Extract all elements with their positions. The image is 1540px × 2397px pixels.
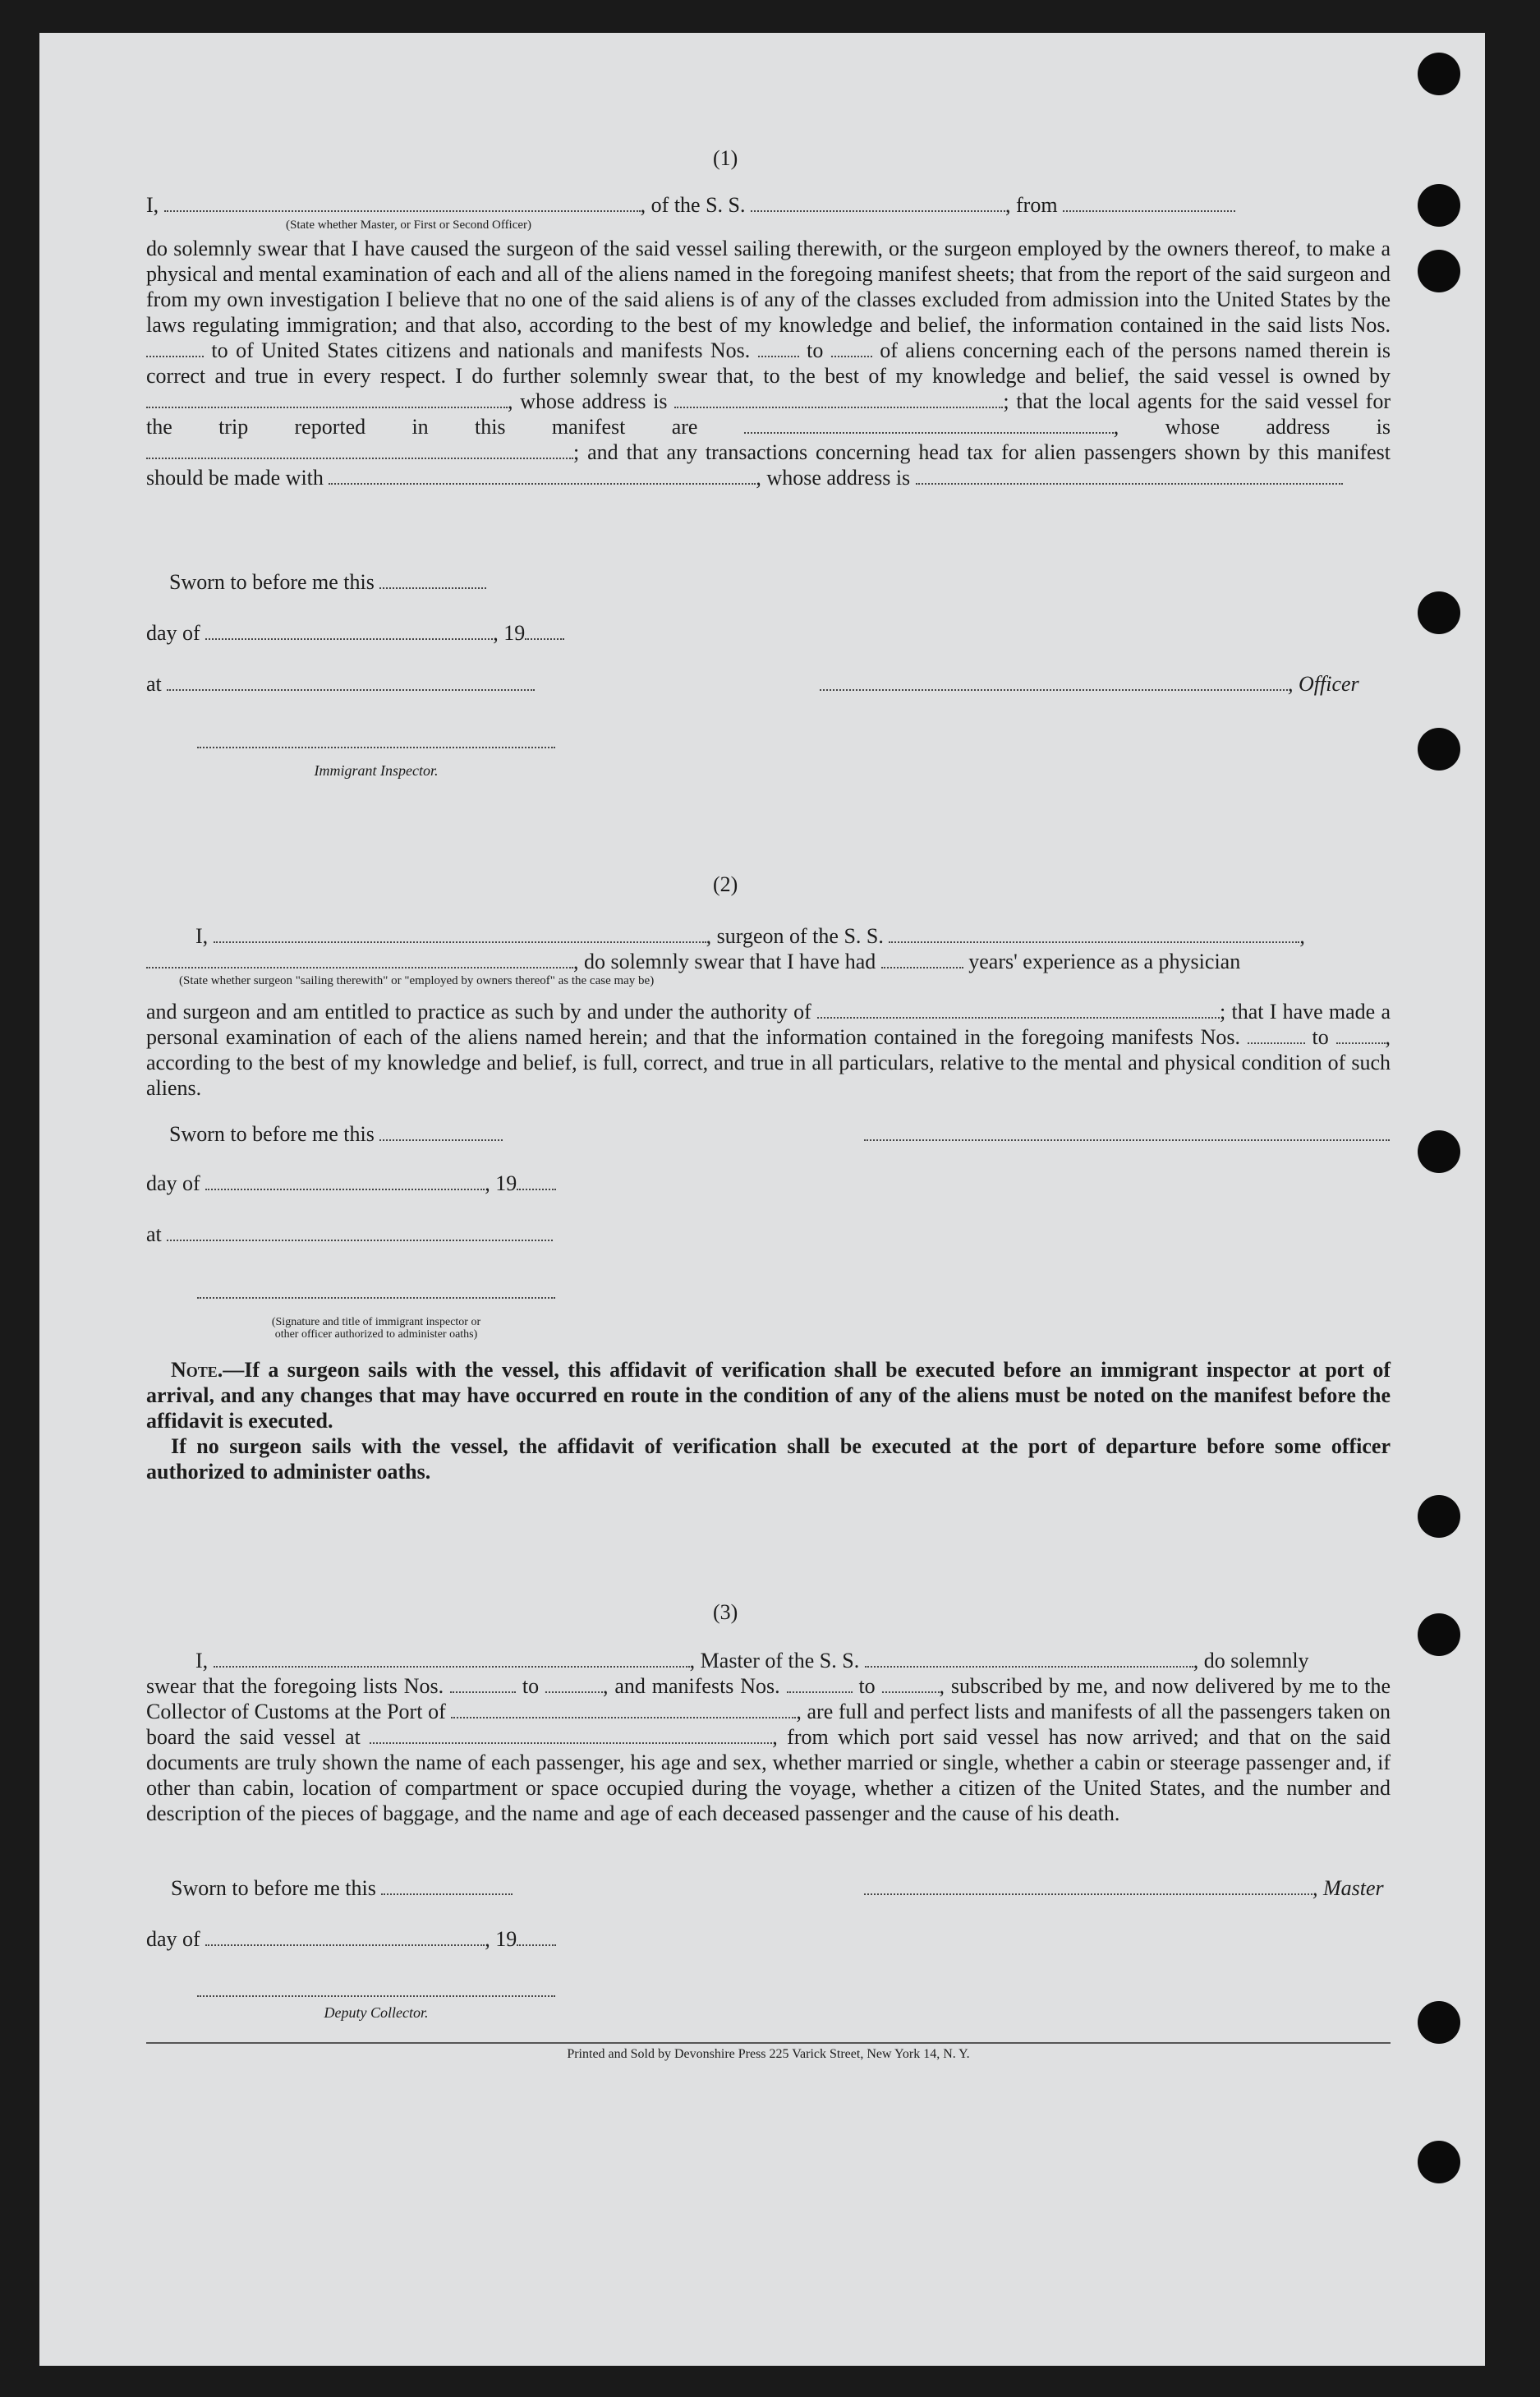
sworn-line-1: Sworn to before me this [169, 570, 486, 595]
surgeon-vessel-field[interactable] [889, 925, 1299, 943]
surgeon-status-field[interactable] [146, 950, 573, 968]
note-block: Note.—If a surgeon sails with the vessel, this affidavit of verification shall be executed before an immigrant inspector at port of arrival, and any changes that may have occurred en route in the condition of any of the aliens must be noted on the manifest before the affidavit is executed. If no surgeon sails with the vessel, the affidavit of verification shall be executed at the port of departure before some officer authorized to administer oaths. [146, 1358, 1391, 1484]
section-2-number: (2) [713, 872, 738, 896]
authorized-officer-caption: (Signature and title of immigrant inspector or other officer authorized to administer oaths) [271, 1316, 481, 1341]
section-1-number: (1) [713, 146, 738, 170]
authority-field[interactable] [817, 1001, 1220, 1019]
section-2-text: I, , surgeon of the S. S. , , do solemnly swear that I have had years' experience as a physician (State whether surgeon "sailing therewith" or "employed by owners thereof" as the case may be) and surgeon and am entitled to practice as such by and under the authority of ; that I have made a personal examination of each of the aliens named herein; and that the information contained in the foregoing manifests Nos. to , according to the best of my knowledge and belief, is full, correct, and true in all particulars, relative to the mental and physical condition of such aliens. [146, 924, 1391, 1100]
punch-hole [1418, 1613, 1460, 1656]
section-1-text: I, , of the S. S. , from (State whether Master, or First or Second Officer) do solemnly swear that I have caused the surgeon of the said vessel sailing therewith, or the surgeon employed by the owners thereof, to make a physical and mental examination of each and all of the aliens named in the foregoing manifest sheets; that from the report of the said surgeon and from my own investigation I believe that no one of the said aliens is of any of the classes excluded from admission into the United States by the laws regulating immigration; and that also, according to the best of my knowledge and belief, the information contained in the said lists Nos. to of United States citizens and nationals and manifests Nos. to of aliens concerning each of the persons named therein is correct and true in every respect. I do further solemnly swear that, to the best of my knowledge and belief, the said vessel is owned by , whose address is ; that the local agents for the said vessel for the trip reported in this manifest are , whose address is ; and that any transactions concerning head tax for alien passengers shown by this manifest should be made with , whose address is [146, 193, 1391, 490]
sworn-line-3: Sworn to before me this [171, 1876, 513, 1901]
agents-address-field[interactable] [146, 441, 573, 459]
deputy-collector-caption: Deputy Collector. [324, 2004, 429, 2021]
head-tax-address-field[interactable] [916, 467, 1343, 485]
manifests-to-field[interactable] [831, 339, 872, 357]
from-port-field[interactable] [1063, 194, 1235, 212]
day-of-field-3[interactable] [205, 1928, 485, 1946]
officer-name-field[interactable] [164, 194, 641, 212]
punch-hole [1418, 591, 1460, 634]
surgeon-status-caption: (State whether surgeon "sailing therewith" or "employed by owners thereof" as the case may be) [179, 974, 655, 987]
master-lists-to-field[interactable] [545, 1675, 603, 1693]
officer-signature-field[interactable] [820, 673, 1288, 691]
deputy-collector-signature-line [197, 1978, 555, 2003]
punch-hole [1418, 1495, 1460, 1538]
inspector-signature-line [197, 729, 555, 754]
officer-signature-line: , Officer [820, 672, 1359, 697]
agents-field[interactable] [744, 416, 1114, 434]
printer-footer: Printed and Sold by Devonshire Press 225 Varick Street, New York 14, N. Y. [567, 2047, 970, 2061]
manifests-from-field[interactable] [758, 339, 799, 357]
deputy-collector-signature-field[interactable] [197, 1979, 555, 1997]
master-name-field[interactable] [214, 1649, 690, 1668]
section-3-number: (3) [713, 1600, 738, 1624]
inspector-signature-field[interactable] [197, 730, 555, 748]
day-of-line-2: day of , 19 [146, 1171, 556, 1196]
vessel-name-field[interactable] [751, 194, 1005, 212]
immigrant-inspector-caption: Immigrant Inspector. [314, 762, 439, 779]
punch-hole [1418, 2141, 1460, 2183]
sworn-line-2: Sworn to before me this [169, 1122, 503, 1147]
head-tax-field[interactable] [329, 467, 756, 485]
master-signature-line: , Master [864, 1876, 1384, 1901]
sworn-date-field-3[interactable] [381, 1877, 513, 1895]
owner-address-field[interactable] [674, 390, 1003, 408]
at-field-2[interactable] [167, 1223, 553, 1241]
section-3-text: I, , Master of the S. S. , do solemnly swear that the foregoing lists Nos. to , and manifests Nos. to , subscribed by me, and now delivered by me to the Collector of Customs at the Port of , are full and perfect lists and manifests of all the passengers taken on board the said vessel at , from which port said vessel has now arrived; and that on the said documents are truly shown the name of each passenger, his age and sex, whether married or single, whether a cabin or steerage passenger and, if other than cabin, location of compartment or space occupied during the voyage, whether a citizen of the United States, and the number and description of the pieces of baggage, and the name and age of each deceased passenger and the cause of his death. [146, 1649, 1391, 1825]
punch-hole [1418, 53, 1460, 95]
punch-hole [1418, 1130, 1460, 1173]
footer-rule [146, 2042, 1391, 2044]
master-manifests-from-field[interactable] [787, 1675, 853, 1693]
owner-field[interactable] [146, 390, 508, 408]
surgeon-manifests-from-field[interactable] [1248, 1026, 1305, 1044]
years-experience-field[interactable] [881, 950, 963, 968]
at-field[interactable] [167, 673, 535, 691]
port-field[interactable] [451, 1700, 796, 1718]
authorized-officer-signature-line [197, 1280, 555, 1304]
sworn-date-field[interactable] [379, 571, 486, 589]
lists-from-field[interactable] [146, 339, 204, 357]
master-vessel-field[interactable] [865, 1649, 1193, 1668]
year-field[interactable] [525, 622, 564, 640]
punch-hole [1418, 184, 1460, 227]
year-field-3[interactable] [517, 1928, 556, 1946]
surgeon-signature-line [864, 1122, 1390, 1147]
surgeon-signature-field[interactable] [864, 1123, 1390, 1141]
boarding-port-field[interactable] [370, 1726, 772, 1744]
document-page [39, 33, 1485, 2366]
master-signature-field[interactable] [864, 1877, 1312, 1895]
at-line-1: at [146, 672, 535, 697]
day-of-field[interactable] [205, 622, 493, 640]
day-of-line-1: day of , 19 [146, 621, 564, 646]
punch-hole [1418, 728, 1460, 771]
authorized-officer-signature-field[interactable] [197, 1281, 555, 1299]
day-of-line-3: day of , 19 [146, 1927, 556, 1952]
year-field-2[interactable] [517, 1172, 556, 1190]
day-of-field-2[interactable] [205, 1172, 485, 1190]
master-manifests-to-field[interactable] [882, 1675, 940, 1693]
master-lists-from-field[interactable] [450, 1675, 516, 1693]
sworn-date-field-2[interactable] [379, 1123, 503, 1141]
punch-hole [1418, 2001, 1460, 2044]
surgeon-manifests-to-field[interactable] [1336, 1026, 1386, 1044]
at-line-2: at [146, 1222, 553, 1247]
surgeon-name-field[interactable] [214, 925, 706, 943]
officer-rank-caption: (State whether Master, or First or Second Officer) [286, 219, 532, 232]
punch-hole [1418, 250, 1460, 292]
